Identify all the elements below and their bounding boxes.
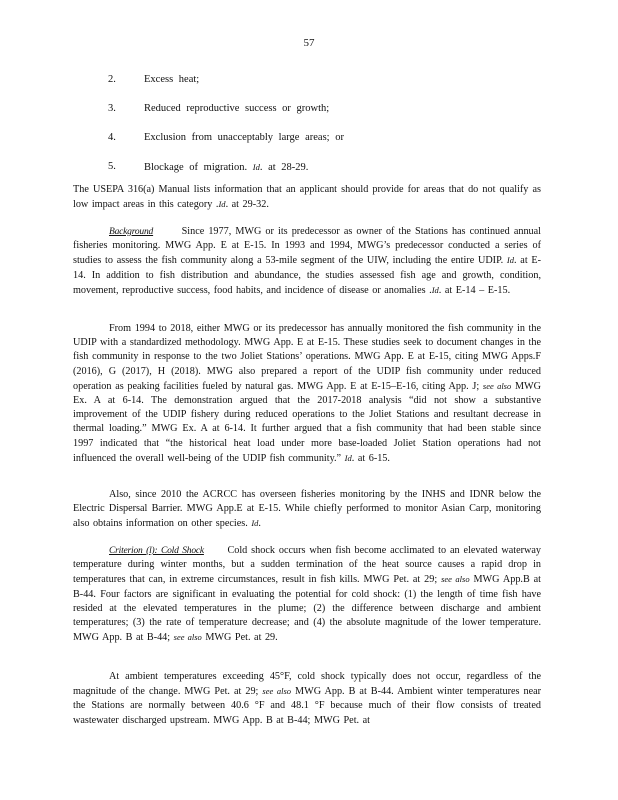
paragraph-text: . at 6-15.	[351, 452, 390, 464]
list-item	[108, 74, 548, 103]
paragraph-text: MWG Ex. A at 6-14. The demonstration argued that the 2017-2018 analysis “did not show a substantive improvement of the UDIP fishery during reduced operations to the Joliet Stations and resultant decrease in thermal loading.” MWG Ex. A at 6-14. It further argued that a fish community that had been stable since 1997 indicated that “the historical heat load under more base-loaded Joliet Station operations had not influenced the overall well-being of the UDIP fish community.”	[73, 380, 542, 464]
citation-see-also: see also	[482, 380, 512, 391]
citation-id: Id	[218, 199, 226, 210]
paragraph-text: . at E-14. In addition to fish distribution and abundance, the studies assessed fish age and growth, condition, movement, reproductive success, food habits, and incidence of disease or anomalies .	[73, 255, 542, 296]
paragraph-text: At ambient temperatures exceeding 45°F, cold shock typically does not occur, regardless of the magnitude of the change. MWG Pet. at 29;	[73, 671, 541, 698]
paragraph-text: MWG App. B at B-44. Ambient winter temperatures near the Stations are normally between 40.6 °F and 48.1 °F because much of their flow consists of treated wastewater discharged upstream. MWG App. B at B-44; MWG Pet. at	[73, 686, 542, 726]
section-heading-background: Background	[109, 227, 154, 237]
paragraph-text: Since 1977, MWG or its predecessor as owner of the Stations has continued annual fisheries monitoring. MWG App. E at E-15. In 1993 and 1994, MWG’s predecessor conducted a series of studies to assess the fish community along a 53-mile segment of the UIW, including the entire UDIP.	[73, 226, 541, 267]
paragraph-text: The USEPA 316(a) Manual lists information that an applicant should provide for areas that do not qualify as low impact areas in this category .	[73, 184, 541, 211]
paragraph-text: MWG Pet. at 29.	[205, 632, 278, 644]
list-item-text: Excess heat;	[144, 74, 200, 85]
paragraph-background	[73, 225, 541, 298]
list-item-number: 5.	[108, 161, 116, 172]
list-item-body: Blockage of migration.	[144, 162, 248, 173]
paragraph-manual-info	[73, 183, 541, 212]
numbered-list	[108, 74, 548, 190]
paragraph-text: From 1994 to 2018, either MWG or its predecessor has annually monitored the fish community in the UDIP with a standardized methodology. MWG App. E at E-15. These studies seek to document changes in the fish community in response to the two Joliet Stations’ operations. MWG App. E at E-15, citing MWG Apps.F (2016), G (2017), H (2018). MWG also prepared a report of the UDIP fish community under reduced operation as peaking facilities fueled by natural gas. MWG App. E at E-15–E-16, citing App. J;	[73, 323, 541, 392]
page-number: 57	[303, 37, 315, 49]
citation-see-also: see also	[173, 632, 202, 643]
paragraph-text: .	[258, 518, 261, 530]
citation-id: Id	[251, 518, 259, 529]
citation-id: Id	[506, 255, 515, 266]
paragraph-text: MWG App.B at B-44. Four factors are significant in evaluating the potential for cold shock: (1) the length of time fish have resided at the elevated temperatures in the plume; (2) the difference between discharge and ambient temperatures; (3) the rate of temperature decrease; and (4) the absolute magnitude of the lower temperature. MWG App. B at B-44;	[73, 574, 542, 644]
citation-pages: . at 29-32.	[225, 199, 269, 211]
list-item	[108, 103, 548, 132]
citation-id: Id	[431, 284, 439, 295]
section-heading-cold-shock: Criterion (l): Cold Shock	[109, 546, 204, 556]
paragraph-text: Cold shock occurs when fish become acclimated to an elevated waterway temperature during winter months, but a sudden termination of the heat source causes a rapid drop in temperatures that can, in extreme circumstances, result in fish kills. MWG Pet. at 29;	[73, 545, 542, 586]
paragraph-monitoring-1994-2018	[73, 322, 541, 466]
list-item-number: 4.	[108, 132, 116, 143]
citation-id: Id	[344, 452, 352, 463]
citation-see-also: see also	[441, 574, 470, 585]
citation-see-also: see also	[262, 686, 292, 697]
paragraph-acrcc	[73, 488, 541, 532]
paragraph-text: . at E-14 – E-15.	[438, 284, 511, 296]
list-item-number: 3.	[108, 103, 116, 114]
citation-id: Id	[252, 162, 260, 172]
list-item-text: Exclusion from unacceptably large areas; or	[144, 132, 344, 143]
list-item-text: Reduced reproductive success or growth;	[144, 103, 330, 114]
paragraph-text: Also, since 2010 the ACRCC has overseen fisheries monitoring by the INHS and IDNR below the Electric Dispersal Barrier. MWG App.E at E-15. While chiefly performed to monitor Asian Carp, monitoring also obtains information on other species.	[73, 489, 541, 530]
list-item-number: 2.	[108, 74, 116, 85]
paragraph-cold-shock	[73, 544, 541, 645]
list-item	[108, 132, 548, 161]
citation-pages: . at 28-29.	[259, 162, 309, 173]
paragraph-ambient-temperatures	[73, 670, 541, 728]
